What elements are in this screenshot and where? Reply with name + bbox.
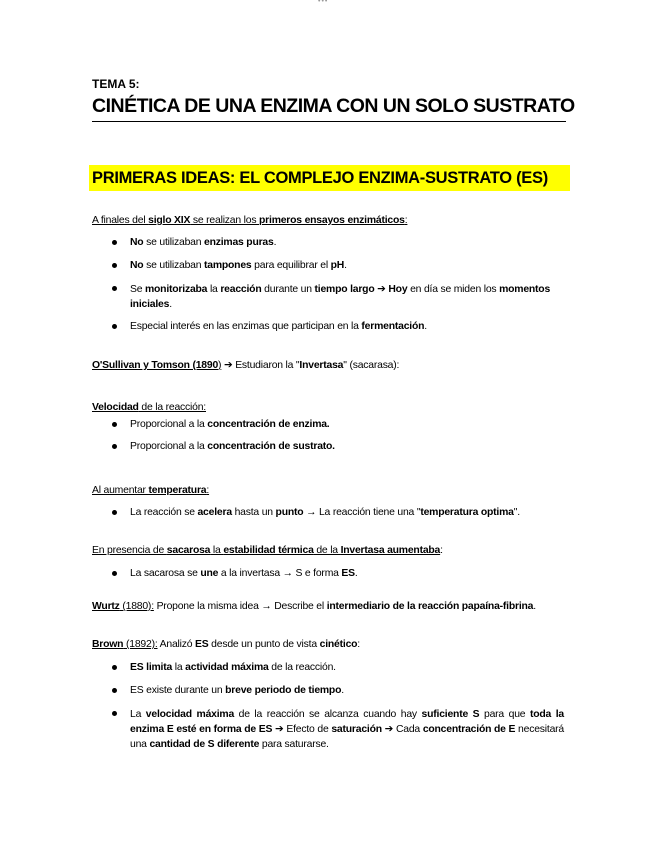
- sucrose-heading: En presencia de sacarosa la estabilidad térmica de la Invertasa aumentaba:: [92, 545, 443, 556]
- section-heading: PRIMERAS IDEAS: EL COMPLEJO ENZIMA-SUSTRATO (ES): [89, 165, 570, 191]
- intro-text: A finales del: [92, 215, 149, 226]
- bullet-icon: [112, 324, 117, 329]
- intro-text: se realizan los: [190, 215, 260, 226]
- bullet-icon: [112, 688, 117, 693]
- bullet-icon: [112, 711, 117, 716]
- bullet-icon: [112, 286, 117, 291]
- brown-heading: Brown (1892): Analizó ES desde un punto de vista cinético:: [92, 639, 360, 650]
- intro-first-assays: primeros ensayos enzimáticos: [259, 215, 405, 226]
- topic-label: TEMA 5:: [92, 77, 140, 91]
- wurtz-paragraph: Wurtz (1880): Propone la misma idea → Describe el intermediario de la reacción papaína-fibrina.: [92, 601, 536, 612]
- bullet-icon: [112, 665, 117, 670]
- intro-century: siglo XIX: [148, 215, 191, 226]
- velocity-heading: Velocidad de la reacción:: [92, 402, 206, 413]
- bullet-icon: [112, 444, 117, 449]
- bullet-icon: [112, 510, 117, 515]
- bullet-icon: [112, 263, 117, 268]
- temperature-heading: Al aumentar temperatura:: [92, 485, 210, 496]
- document-page: ••• TEMA 5: CINÉTICA DE UNA ENZIMA CON UN SOLO SUSTRATO PRIMERAS IDEAS: EL COMPLEJO ENZIMA-SUSTRATO (ES) A finales del siglo XIX se realizan los primeros ensayos enzimáticos: No se utilizaban enzimas puras. No se utilizaban tampones para equilibrar el pH. Se monitorizaba la reacción durante un tiempo largo ➔ Hoy en día se miden los momentos iniciales. Especial interés en las enzimas que participan en la fermentación. O'Sullivan y Tomson (1890) ➔ Estudiaron la "Invertasa" (sacarasa): Velocidad de la reacción: Proporcional a la concentración de enzima. Proporcional a la concentración de sustrato. Al aumentar temperatura: La reacción se acelera hasta un punto → La reacción tiene una "temperatura optima". En presencia de sacarosa la estabilidad térmica de la Invertasa aumentaba: La sacarosa se une a la invertasa → S e forma ES. Wurtz (1880): Propone la misma idea → Describe el intermediario de la reacción papaína-fibrina. Brown (1892): Analizó ES desde un punto de vista cinético: ES limita la actividad máxima de la reacción. ES existe durante un breve periodo de tiempo. La velocidad máxima de la reacción se alcanza cuando hay suficiente S para que toda la enzima E esté en forma de ES ➔ Efecto de saturación ➔ Cada concentración de E necesitará una cantidad de S diferente para saturarse.: [0, 0, 655, 848]
- bullet-icon: [112, 240, 117, 245]
- page-title: CINÉTICA DE UNA ENZIMA CON UN SOLO SUSTRATO: [92, 95, 566, 122]
- page-top-mark: •••: [318, 0, 329, 5]
- intro-colon: :: [404, 215, 408, 226]
- bullet-icon: [112, 571, 117, 576]
- bullet-icon: [112, 422, 117, 427]
- intro-paragraph: [92, 214, 407, 228]
- osullivan-paragraph: O'Sullivan y Tomson (1890) ➔ Estudiaron la "Invertasa" (sacarasa):: [92, 360, 400, 371]
